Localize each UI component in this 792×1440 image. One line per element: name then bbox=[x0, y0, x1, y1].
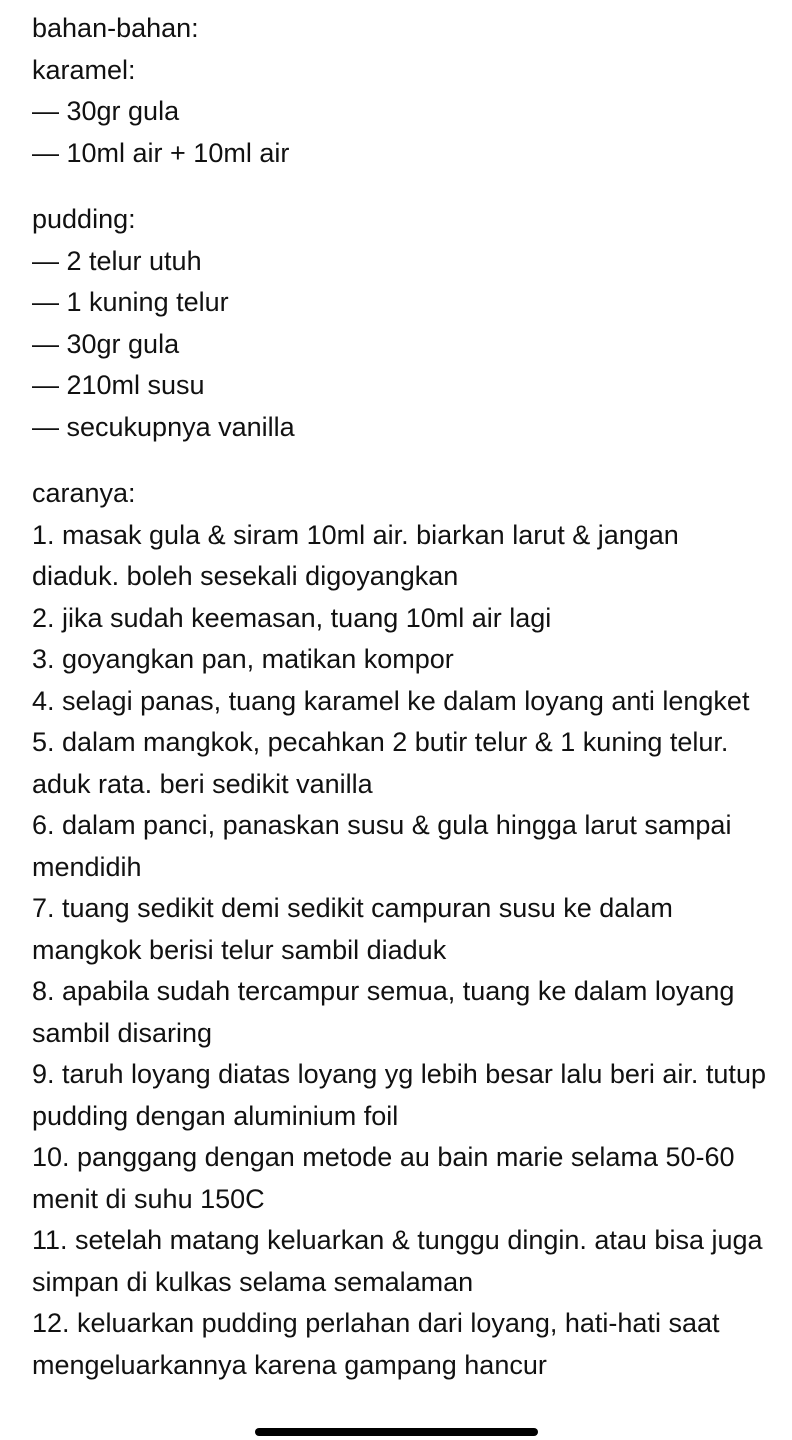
recipe-text bbox=[32, 8, 772, 1386]
step-item: 8. apabila sudah tercampur semua, tuang ke dalam loyang sambil disaring bbox=[32, 976, 735, 1048]
pudding-item: — secukupnya vanilla bbox=[32, 411, 295, 442]
pudding-item: — 30gr gula bbox=[32, 328, 180, 359]
pudding-item: — 1 kuning telur bbox=[32, 287, 229, 317]
step-item: 10. panggang dengan metode au bain marie selama 50-60 menit di suhu 150C bbox=[32, 1142, 735, 1214]
ingredients-heading: bahan-bahan: bbox=[32, 13, 199, 43]
pudding-item: — 210ml susu bbox=[32, 370, 205, 400]
step-item: 4. selagi panas, tuang karamel ke dalam loyang anti lengket bbox=[32, 685, 750, 716]
step-item: 3. goyangkan pan, matikan kompor bbox=[32, 644, 454, 674]
step-item: 5. dalam mangkok, pecahkan 2 butir telur & 1 kuning telur. aduk rata. beri sedikit vanilla bbox=[32, 727, 729, 799]
step-item: 9. taruh loyang diatas loyang yg lebih besar lalu beri air. tutup pudding dengan aluminium foil bbox=[32, 1059, 766, 1131]
karamel-label: karamel: bbox=[32, 54, 136, 85]
step-item: 6. dalam panci, panaskan susu & gula hingga larut sampai mendidih bbox=[32, 810, 732, 882]
karamel-item: — 10ml air + 10ml air bbox=[32, 137, 290, 168]
section-gap bbox=[32, 448, 772, 473]
step-item: 2. jika sudah keemasan, tuang 10ml air lagi bbox=[32, 602, 552, 633]
section-gap bbox=[32, 174, 772, 199]
step-item: 12. keluarkan pudding perlahan dari loyang, hati-hati saat mengeluarkannya karena gampang hancur bbox=[32, 1308, 720, 1380]
step-item: 1. masak gula & siram 10ml air. biarkan larut & jangan diaduk. boleh sesekali digoyangkan bbox=[32, 519, 679, 591]
pudding-label: pudding: bbox=[32, 204, 136, 234]
step-item: 11. setelah matang keluarkan & tunggu dingin. atau bisa juga simpan di kulkas selama semalaman bbox=[32, 1225, 763, 1297]
step-item: 7. tuang sedikit demi sedikit campuran susu ke dalam mangkok berisi telur sambil diaduk bbox=[32, 893, 673, 965]
karamel-item: — 30gr gula bbox=[32, 96, 180, 126]
pudding-item: — 2 telur utuh bbox=[32, 245, 202, 276]
home-indicator[interactable] bbox=[255, 1428, 538, 1436]
caranya-label: caranya: bbox=[32, 478, 136, 508]
